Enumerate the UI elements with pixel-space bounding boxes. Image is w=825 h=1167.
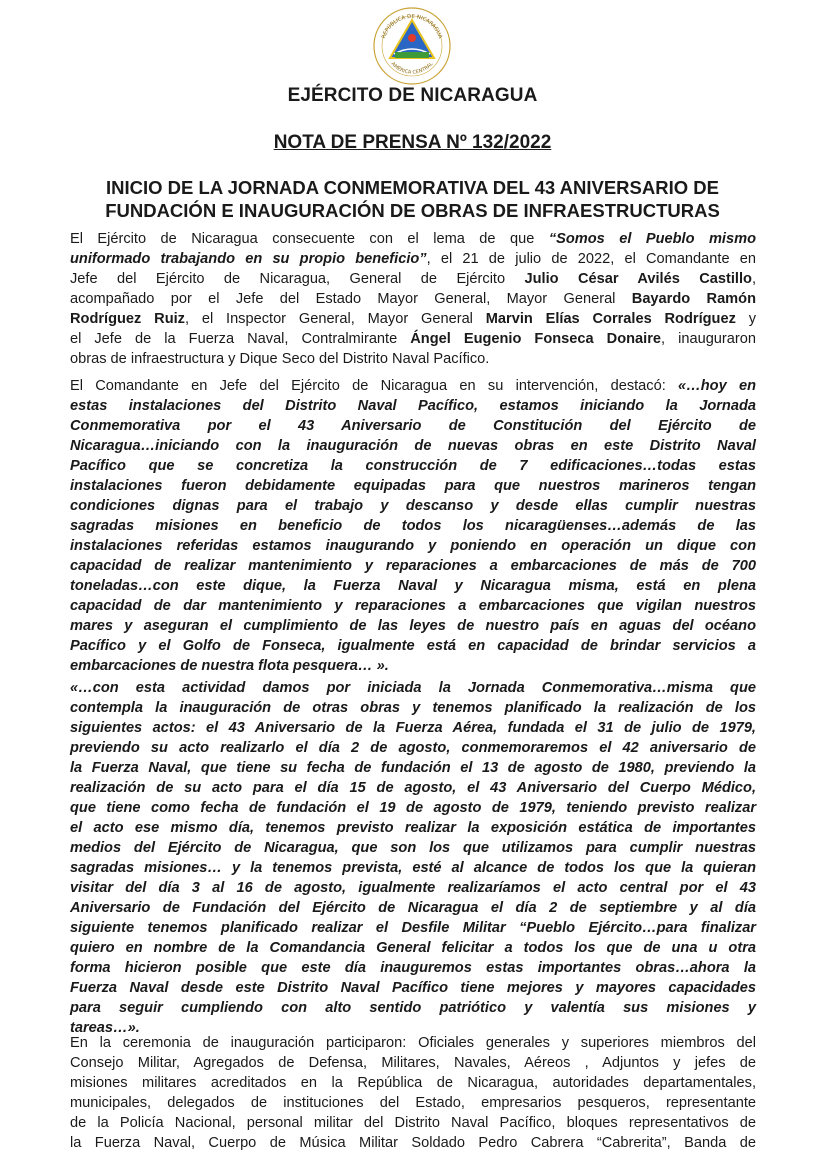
text-line: el acto ese mismo día, tenemos previsto realizar la exposición estática de importantes (70, 820, 756, 836)
text-line: contempla la inauguración de otras obras y tenemos planificado la realización de los (70, 700, 756, 716)
text-line: el Jefe de la Fuerza Naval, Contralmirante Ángel Eugenio Fonseca Donaire, inauguraron (70, 331, 756, 347)
headline-line: FUNDACIÓN E INAUGURACIÓN DE OBRAS DE INFRAESTRUCTURAS (105, 200, 720, 221)
press-note-number: NOTA DE PRENSA Nº 132/2022 (273, 132, 552, 153)
organization-title: EJÉRCITO DE NICARAGUA (287, 85, 538, 106)
text-line: tareas…». (70, 1020, 140, 1036)
text-line: Nicaragua…iniciando con la inauguración de nuevas obras en este Distrito Naval (70, 438, 756, 454)
text-line: Pacífico y el Golfo de Fonseca, igualmente está en capacidad de brindar servicios a (70, 638, 756, 654)
text-line: municipales, delegados de instituciones del Estado, empresarios pesqueros, representante (70, 1095, 756, 1111)
paragraph-participants (70, 1033, 756, 1153)
text-line: Consejo Militar, Agregados de Defensa, Militares, Navales, Aéreos , Adjuntos y jefes de (70, 1055, 756, 1071)
text-line: misiones militares acreditados en la República de Nicaragua, autoridades departamentales, (70, 1075, 756, 1091)
text-line: acompañado por el Jefe del Estado Mayor General, Mayor General Bayardo Ramón (70, 291, 756, 307)
text-line: Conmemorativa por el 43 Aniversario de Constitución del Ejército de (70, 418, 756, 434)
text-line: El Ejército de Nicaragua consecuente con el lema de que “Somos el Pueblo mismo (70, 231, 756, 247)
headline-line: INICIO DE LA JORNADA CONMEMORATIVA DEL 43 ANIVERSARIO DE (106, 177, 719, 198)
text-line: de la Policía Nacional, personal militar del Distrito Naval Pacífico, bloques representativos de (70, 1115, 756, 1131)
text-line: embarcaciones de nuestra flota pesquera… ». (70, 658, 389, 674)
text-line: siguientes actos: el 43 Aniversario de la Fuerza Aérea, fundada el 31 de julio de 1979, (70, 720, 756, 736)
text-line: instalaciones fueron debidamente equipadas para que nuestros marineros tengan (70, 478, 756, 494)
text-line: Aniversario de Fundación del Ejército de Nicaragua el día 2 de septiembre y al día (70, 900, 756, 916)
text-line: El Comandante en Jefe del Ejército de Nicaragua en su intervención, destacó: «…hoy en (70, 378, 756, 394)
text-line: Jefe del Ejército de Nicaragua, General de Ejército Julio César Avilés Castillo, (70, 271, 756, 287)
text-line: siguiente tenemos planificado realizar el Desfile Militar “Pueblo Ejército…para finalizar (70, 920, 756, 936)
text-line: instalaciones referidas estamos inaugurando y poniendo en operación un dique con (70, 538, 756, 554)
text-line: mares y aseguran el cumplimiento de las leyes de nuestro país en aguas del océano (70, 618, 756, 634)
text-line: la Fuerza Naval, Cuerpo de Música Militar Soldado Pedro Cabrera “Cabrerita”, Banda de (70, 1135, 756, 1151)
paragraph-speech-1 (70, 376, 756, 676)
text-line: obras de infraestructura y Dique Seco del Distrito Naval Pacífico. (70, 351, 490, 367)
text-line: Rodríguez Ruiz, el Inspector General, Mayor General Marvin Elías Corrales Rodríguez y (70, 311, 756, 327)
seal-icon (370, 4, 454, 88)
text-line: quiero en nombre de la Comandancia General felicitar a todos los que de una u otra (70, 940, 756, 956)
text-line: sagradas misiones… y la tenemos prevista, esté al alcance de todos los que la quieran (70, 860, 756, 876)
text-line: estas instalaciones del Distrito Naval Pacífico, estamos iniciando la Jornada (70, 398, 756, 414)
seal-upper-text: REPÚBLICA DE NICARAGUA (381, 13, 443, 40)
text-line: Fuerza Naval desde este Distrito Naval Pacífico tiene mejores y mayores capacidades (70, 980, 756, 996)
text-line: condiciones dignas para el trabajo y descanso y desde ellas cumplir nuestras (70, 498, 756, 514)
text-line: capacidad de dar mantenimiento y reparaciones a embarcaciones que vigilan nuestros (70, 598, 756, 614)
text-line: previendo su acto realizarlo el día 2 de agosto, conmemoraremos el 42 aniversario de (70, 740, 756, 756)
text-line: realización de su acto para el día 15 de agosto, el 43 Aniversario del Cuerpo Médico, (70, 780, 756, 796)
text-line: capacidad de realizar mantenimiento y reparaciones a embarcaciones de más de 700 (70, 558, 756, 574)
text-line: Pacífico que se concretiza la construcción de 7 edificaciones…todas estas (70, 458, 756, 474)
text-line: sagradas misiones en beneficio de todos los nicaragüenses…además de las (70, 518, 756, 534)
text-line: medios del Ejército de Nicaragua, que son los que utilizamos para cumplir nuestras (70, 840, 756, 856)
text-line: «…con esta actividad damos por iniciada la Jornada Conmemorativa…misma que (70, 680, 756, 696)
seal-lower-text: AMÉRICA CENTRAL (389, 61, 435, 76)
text-line: que tiene como fecha de fundación el 19 de agosto de 1979, teniendo previsto realizar (70, 800, 756, 816)
text-line: forma hicieron posible que este día inauguremos estas importantes obras…ahora la (70, 960, 756, 976)
text-line: En la ceremonia de inauguración participaron: Oficiales generales y superiores miembros del (70, 1035, 756, 1051)
text-line: visitar del día 3 al 16 de agosto, igualmente realizaríamos el acto central por el 43 (70, 880, 756, 896)
paragraph-intro (70, 229, 756, 369)
text-line: uniformado trabajando en su propio beneficio”, el 21 de julio de 2022, el Comandante en (70, 251, 756, 267)
paragraph-speech-2 (70, 678, 756, 1038)
text-line: para seguir cumpliendo con alto sentido patriótico y valentía sus misiones y (70, 1000, 756, 1016)
headline (70, 176, 755, 222)
text-line: toneladas…con este dique, la Fuerza Naval y Nicaragua misma, está en plena (70, 578, 756, 594)
text-line: la Fuerza Naval, que tiene su fecha de fundación el 13 de agosto de 1980, previendo la (70, 760, 756, 776)
